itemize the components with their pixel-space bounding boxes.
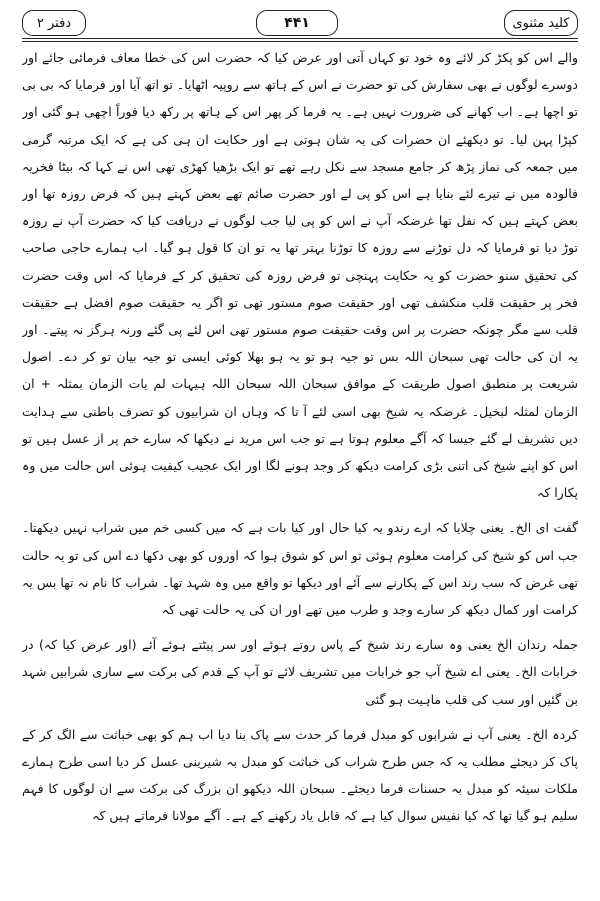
page-header	[22, 8, 578, 40]
paragraph-4: کردہ الخ۔ یعنی آپ نے شرابوں کو مبدل فرما کر حدث سے پاک بنا دیا اب ہم کو بھی خباثت سے الگ کر کے پاک کر دیجئے مطلب یہ کہ جس طرح شراب کی خباثت کو مبدل بہ شیرینی عسل کر دیا اسی طرح ہمارے ملکات سیئہ کو مبدل بہ حسنات فرما دیجئے۔ سبحان اللہ دیکھو ان بزرگ کی برکت سے ان لوگوں کا فہم سلیم ہو گیا تھا کہ کیا نفیس سوال کیا ہے کہ قابل یاد رکھنے کے ہے۔ آگے مولانا فرماتے ہیں کہ	[22, 726, 578, 824]
volume-label: دفتر ۲	[22, 10, 86, 36]
header-rule	[22, 38, 578, 39]
page-number: ۴۴۱	[256, 10, 338, 36]
paragraph-3: جملہ رندان الخ یعنی وہ سارے رند شیخ کے پاس روتے ہوئے اور سر پیٹتے ہوئے آئے (اور عرض کیا کہ) در خرابات الخ۔ یعنی اے شیخ آپ جو خرابات میں تشریف لائے تو آپ کے قدم کی برکت سے ساری شرابیں شہد بن گئیں اور سب کی قلب ماہیت ہو گئی	[22, 637, 578, 707]
header-rule	[22, 41, 578, 42]
book-title: کلید مثنوی	[504, 10, 578, 36]
paragraph-2: گفت ای الخ۔ یعنی چلایا کہ ارے رندو یہ کیا حال اور کیا بات ہے کہ میں کسی خم میں شراب نہیں دیکھتا۔ جب اس کو شیخ کی کرامت معلوم ہوئی تو اس کو شوق ہوا کہ اوروں کو بھی دکھا دے اس کی تو یہ حالت تھی غرض کہ سب رند اس کے پکارنے سے آئے اور دیکھا تو واقع میں وہ شہد تھا۔ شراب کا نام نہ تھا بس یہ کرامت اور کمال دیکھ کر سارے وجد و طرب میں تھے اور ان کی یہ حالت تھی کہ	[22, 520, 578, 618]
page-body	[22, 44, 578, 895]
paragraph-1: والے اس کو پکڑ کر لائے وہ خود تو کہاں آتی اور عرض کیا کہ حضرت اس کی خطا معاف فرمائی جائے اور دوسرے لوگوں نے بھی سفارش کی تو حضرت نے اس کے ہاتھ سے روپیہ اٹھایا۔ تو اتھ آیا اور فرمایا کہ بی بی تو اچھا ہے۔ اب کھانے کی ضرورت نہیں ہے۔ یہ فرما کر پھر اس کے ہاتھ پر رکھ دیا فوراً اچھی ہو گئی اور کپڑا پہن لیا۔ تو دیکھئے ان حضرات کی یہ شان ہوتی ہے اور حکایت ان ہی کی ہے کہ ایک مرتبہ گرمی میں جمعہ کی نماز پڑھ کر جامع مسجد سے نکل رہے تھے تو ایک بڑھیا کھڑی تھی اس نے کہا کہ بیٹا فخریہ فالودہ میں نے تیرے لئے بنایا ہے اس کو پی لے اور حضرت صائم تھے بعض کہتے ہیں کہ فرض روزہ تھا اور بعض کہتے ہیں کہ نفل تھا غرضکہ آپ نے اس کو پی لیا جب لوگوں نے دریافت کیا کہ حضرت آپ نے روزہ توڑ دیا تو فرمایا کہ دل توڑنے سے روزہ کا توڑنا بہتر تھا یہ تو ان کا قول ہو گیا۔ اب ہمارے حاجی صاحب کی تحقیق سنو حضرت کو یہ حکایت پہنچی تو فرض روزہ کی تحقیق کر کے فرمایا کہ اس وقت حضرت فخر پر حقیقت قلب منکشف تھی اور حقیقت صوم مستور تھی تو اگر یہ حقیقت صوم افضل ہے حقیقت قلب سے مگر چونکہ حضرت پر اس وقت حقیقت صوم مستور تھی اس لئے پی گئے ورنہ ہرگز نہ پیتے۔ اور یہ ان کی حالت تھی سبحان اللہ بس تو جیہ ہو تو یہ ہو بھلا کوئی ایسی تو جیہ بیان تو کر دے۔ اصول شریعت پر منطبق اصول طریقت کے موافق سبحان اللہ سبحان اللہ ہیہات لم یات الزمان بمثلہ + ان الزمان لمثلہ لبخیل۔ غرضکہ یہ شیخ بھی اسی لئے آ تا کہ وہاں ان شرابیوں کو تصرف باطنی سے ہدایت دیں تشریف لے گئے جیسا کہ آگے معلوم ہوتا ہے تو جب اس مرید نے دیکھا کہ سارے خم پر از عسل ہیں تو اس کو اپنے شیخ کی اتنی بڑی کرامت دیکھ کر وجد ہونے لگا اور ایک عجیب کیفیت ہوئی اس حالت میں وہ پکارا کہ	[22, 50, 578, 501]
